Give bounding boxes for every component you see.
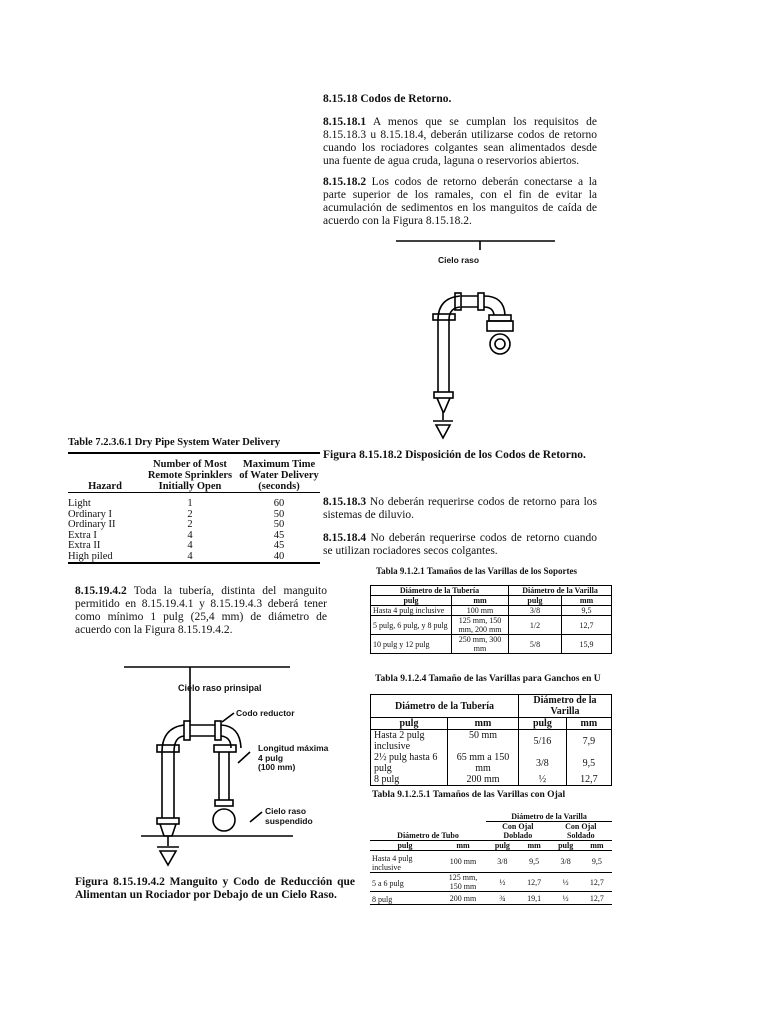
header-tube-diameter: Diámetro de Tubo: [397, 831, 459, 840]
header-rod-diameter: Diámetro de la Varilla: [486, 812, 612, 822]
header-welded-eye: Con Ojal Soldado: [565, 822, 597, 840]
paragraph-text: Toda la tubería, distinta del manguito permitido en 8.15.19.4.1 y 8.15.19.4.3 deberá tener como mínimo 1 pulg (25,4 mm) de diámetro de acuerdo con la Figura 8.15.19.4.2.: [75, 585, 327, 636]
table-9-1-2-5-1-title: Tabla 9.1.2.5.1 Tamaños de las Varillas con Ojal: [372, 790, 566, 800]
paragraph-number: 8.15.18.1: [323, 116, 367, 128]
header-pipe-diameter: Diámetro de la Tubería: [371, 586, 509, 596]
table-row: Ordinary I 2 50: [68, 508, 285, 520]
header-bent-eye: Con Ojal Doblado: [502, 822, 534, 840]
paragraph-text: No deberán requerirse codos de retorno para los sistemas de diluvio.: [323, 496, 597, 521]
table-row: High piled 4 40: [68, 552, 320, 564]
table-9-1-2-4-title: Tabla 9.1.2.4 Tamaño de las Varillas para Ganchos en U: [375, 674, 601, 684]
table-row: Extra I 4 45: [68, 529, 285, 541]
paragraph-text: No deberán requerirse codos de retorno cuando se utilizan rociadores secos colgantes.: [323, 532, 597, 557]
table-row: Hasta 4 pulg inclusive 100 mm 3/8 9,5 3/8 9,5: [370, 851, 612, 873]
header-time: Maximum Time of Water Delivery (seconds): [238, 453, 320, 493]
header-sprinklers: Number of Most Remote Sprinklers Initially Open: [142, 453, 238, 493]
table-row: 8 pulg 200 mm ¾ 19,1 ½ 12,7: [370, 892, 612, 905]
reducer-label: Codo reductor: [236, 708, 295, 718]
paragraph-number: 8.15.18.2: [323, 176, 367, 188]
table-9-1-2-1-title: Tabla 9.1.2.1 Tamaños de las Varillas de los Soportes: [376, 566, 577, 576]
table-9-1-2-5-1: Diámetro de Tubo Diámetro de la Varilla Con Ojal Doblado Con Ojal Soldado pulg mm pulg mm pulg mm Hasta 4 pulg inclusive 100 mm 3/8 9,5 3/8 9,5 5 a 6 pulg 125 mm, 150 mm ½ 12,7 ½ 12,7 8 pulg 200 mm ¾ 19,1 ½ 12,7: [370, 812, 612, 905]
table-row: 5 a 6 pulg 125 mm, 150 mm ½ 12,7 ½ 12,7: [370, 873, 612, 892]
table-row: 5 pulg, 6 pulg, y 8 pulg 125 mm, 150 mm, 200 mm 1/2 12,7: [371, 616, 612, 635]
main-ceiling-label: Cielo raso prinsipal: [178, 683, 262, 693]
dry-table-title: Table 7.2.3.6.1 Dry Pipe System Water Delivery: [68, 437, 281, 448]
table-9-1-2-1: Diámetro de la Tubería Diámetro de la Varilla pulg mm pulg mm Hasta 4 pulg inclusive 100 mm 3/8 9,5 5 pulg, 6 pulg, y 8 pulg 125 mm, 150 mm, 200 mm 1/2 12,7 10 pulg y 12 pulg 250 mm, 300 mm 5/8 15,9: [370, 585, 612, 654]
section-title: 8.15.18 Codos de Retorno.: [323, 93, 452, 105]
paragraph-number: 8.15.18.4: [323, 532, 367, 544]
paragraph-text: Los codos de retorno deberán conectarse a la parte superior de los ramales, con el fin de evitar la acumulación de sedimentos en los manguitos de caída de acuerdo con la Figura 8.15.18.2.: [323, 176, 597, 227]
suspended-ceiling-label: Cielo raso suspendido: [265, 806, 313, 826]
figure-caption: Figura 8.15.18.2 Disposición de los Codos de Retorno.: [323, 449, 586, 461]
table-row: Hasta 4 pulg inclusive 100 mm 3/8 9,5: [371, 606, 612, 616]
table-row: 10 pulg y 12 pulg 250 mm, 300 mm 5/8 15,9: [371, 635, 612, 654]
header-rod-diameter: Diámetro de la Varilla: [519, 695, 612, 718]
paragraph-number: 8.15.18.3: [323, 496, 367, 508]
table-row: 8 pulg 200 mm ½ 12,7: [371, 774, 612, 786]
figure-caption: Figura 8.15.19.4.2 Manguito y Codo de Reducción que Alimentan un Rociador por Debajo de un Cielo Raso.: [75, 876, 355, 901]
header-hazard: Hazard: [68, 453, 142, 493]
table-row: Light 1 60: [68, 498, 285, 509]
table-row: 2½ pulg hasta 6 pulg 65 mm a 150 mm 3/8 9,5: [371, 752, 612, 774]
header-rod-diameter: Diámetro de la Varilla: [509, 586, 612, 596]
table-row: Extra II 4 45: [68, 540, 285, 551]
max-length-label: Longitud máxima 4 pulg (100 mm): [258, 743, 329, 772]
table-9-1-2-4: Diámetro de la Tubería Diámetro de la Varilla pulg mm pulg mm Hasta 2 pulg inclusive 50 mm 5/16 7,9 2½ pulg hasta 6 pulg 65 mm a 150 mm 3/8 9,5 8 pulg 200 mm ½ 12,7: [370, 694, 612, 786]
paragraph-text: A menos que se cumplan los requisitos de 8.15.18.3 u 8.15.18.4, deberán utilizarse codos de retorno cuando los rociadores colgantes sean alimentados desde una fuente de agua cruda, laguna o reservorios abiertos.: [323, 116, 597, 167]
header-pipe-diameter: Diámetro de la Tubería: [371, 695, 519, 718]
table-row: Ordinary II 2 50: [68, 519, 285, 530]
table-row: Hasta 2 pulg inclusive 50 mm 5/16 7,9: [371, 730, 612, 753]
ceiling-label: Cielo raso: [438, 255, 480, 265]
paragraph-number: 8.15.19.4.2: [75, 585, 127, 597]
